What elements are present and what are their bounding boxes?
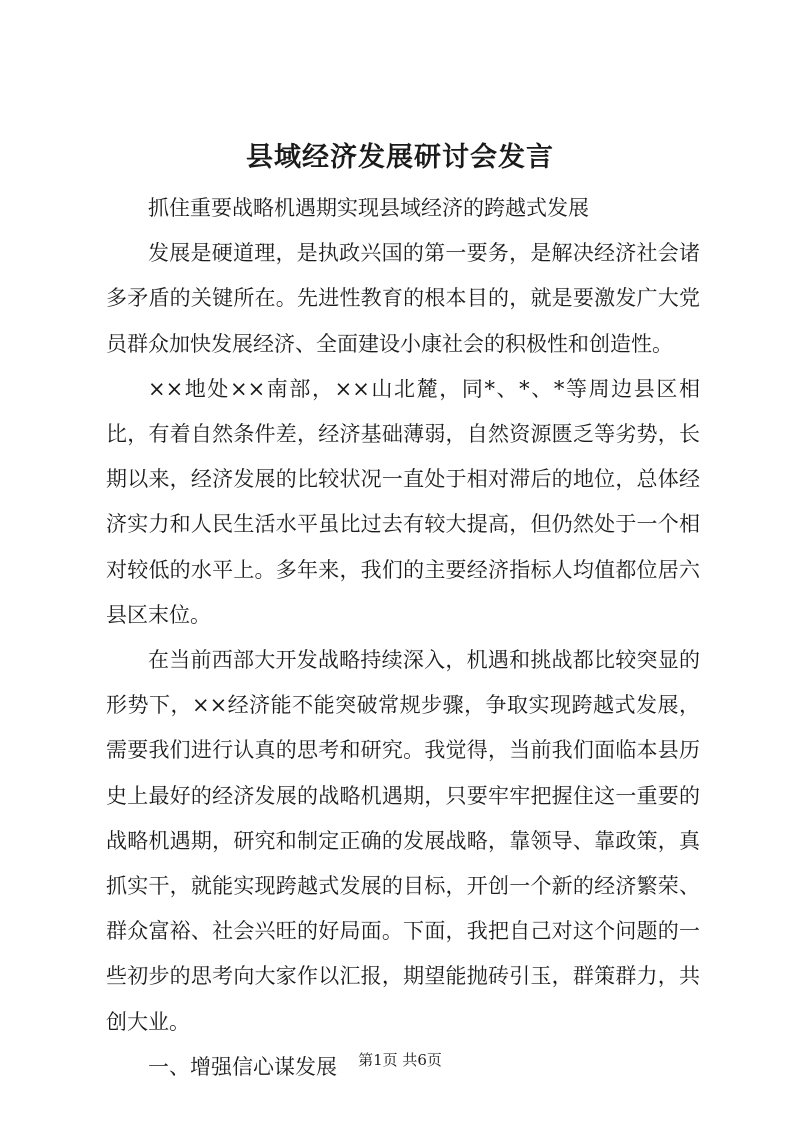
body-paragraph: 在当前西部大开发战略持续深入，机遇和挑战都比较突显的形势下，××经济能不能突破常规步骤，争取实现跨越式发展，需要我们进行认真的思考和研究。我觉得，当前我们面临本县历史上最好的经济发展的战略机遇期，只要牢牢把握住这一重要的战略机遇期，研究和制定正确的发展战略，靠领导、靠政策，真抓实干，就能实现跨越式发展的目标，开创一个新的经济繁荣、群众富裕、社会兴旺的好局面。下面，我把自己对这个问题的一些初步的思考向大家作以汇报，期望能抛砖引玉，群策群力，共创大业。 <box>106 648 700 1034</box>
document-title: 县域经济发展研讨会发言 <box>246 142 554 173</box>
subtitle-paragraph: 抓住重要战略机遇期实现县域经济的跨越式发展 <box>148 196 589 220</box>
body-paragraph: 发展是硬道理，是执政兴国的第一要务，是解决经济社会诸多矛盾的关键所在。先进性教育的根本目的，就是要激发广大党员群众加快发展经济、全面建设小康社会的积极性和创造性。 <box>106 241 700 356</box>
section-heading: 一、增强信心谋发展 <box>148 1054 337 1079</box>
page-footer: 第1页 共6页 <box>358 1051 442 1069</box>
body-paragraph: ××地处××南部，××山北麓，同*、*、*等周边县区相比，有着自然条件差，经济基础薄弱，自然资源匮乏等劣势，长期以来，经济发展的比较状况一直处于相对滞后的地位，总体经济实力和人民生活水平虽比过去有较大提高，但仍然处于一个相对较低的水平上。多年来，我们的主要经济指标人均值都位居六县区末位。 <box>106 376 700 627</box>
document-body <box>106 186 700 1090</box>
